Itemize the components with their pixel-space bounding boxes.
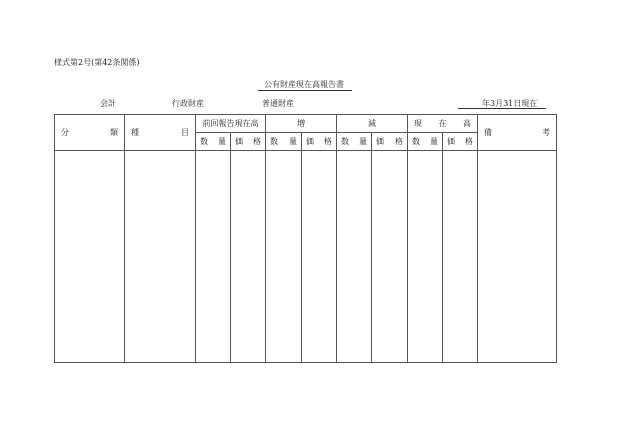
body-cell-increase-quantity — [266, 151, 302, 363]
report-table — [54, 114, 557, 363]
subcategory-label: 普通財産 — [262, 99, 294, 108]
header-decrease: 減 — [337, 115, 408, 133]
body-cell-remarks — [478, 151, 557, 363]
body-cell-bunrui — [55, 151, 125, 363]
header-remarks: 備 考 — [478, 115, 557, 151]
body-cell-increase-price — [302, 151, 337, 363]
body-cell-current-price — [443, 151, 478, 363]
subheader-price: 価 格 — [302, 133, 337, 151]
subheader-quantity: 数 量 — [196, 133, 231, 151]
header-increase: 増 — [266, 115, 337, 133]
subheader-price: 価 格 — [372, 133, 408, 151]
header-shumoku: 種 目 — [125, 115, 196, 151]
body-cell-shumoku — [125, 151, 196, 363]
date-underline — [458, 108, 546, 109]
body-cell-prev-quantity — [196, 151, 231, 363]
subheader-quantity: 数 量 — [408, 133, 443, 151]
body-cell-prev-price — [231, 151, 266, 363]
subheader-quantity: 数 量 — [337, 133, 372, 151]
subheader-quantity: 数 量 — [266, 133, 302, 151]
date-label: 年3月31日現在 — [482, 99, 538, 108]
account-label: 会計 — [100, 99, 116, 108]
header-current: 現 在 高 — [408, 115, 478, 133]
body-cell-decrease-quantity — [337, 151, 372, 363]
header-prev: 前回報告現在高 — [196, 115, 266, 133]
title-underline — [258, 90, 352, 91]
category-label: 行政財産 — [172, 99, 204, 108]
subheader-price: 価 格 — [231, 133, 266, 151]
subheader-price: 価 格 — [443, 133, 478, 151]
header-bunrui: 分 類 — [55, 115, 125, 151]
body-cell-decrease-price — [372, 151, 408, 363]
body-cell-current-quantity — [408, 151, 443, 363]
form-number: 様式第2号(第42条関係) — [54, 58, 140, 67]
report-title: 公有財産現在高報告書 — [264, 80, 344, 89]
